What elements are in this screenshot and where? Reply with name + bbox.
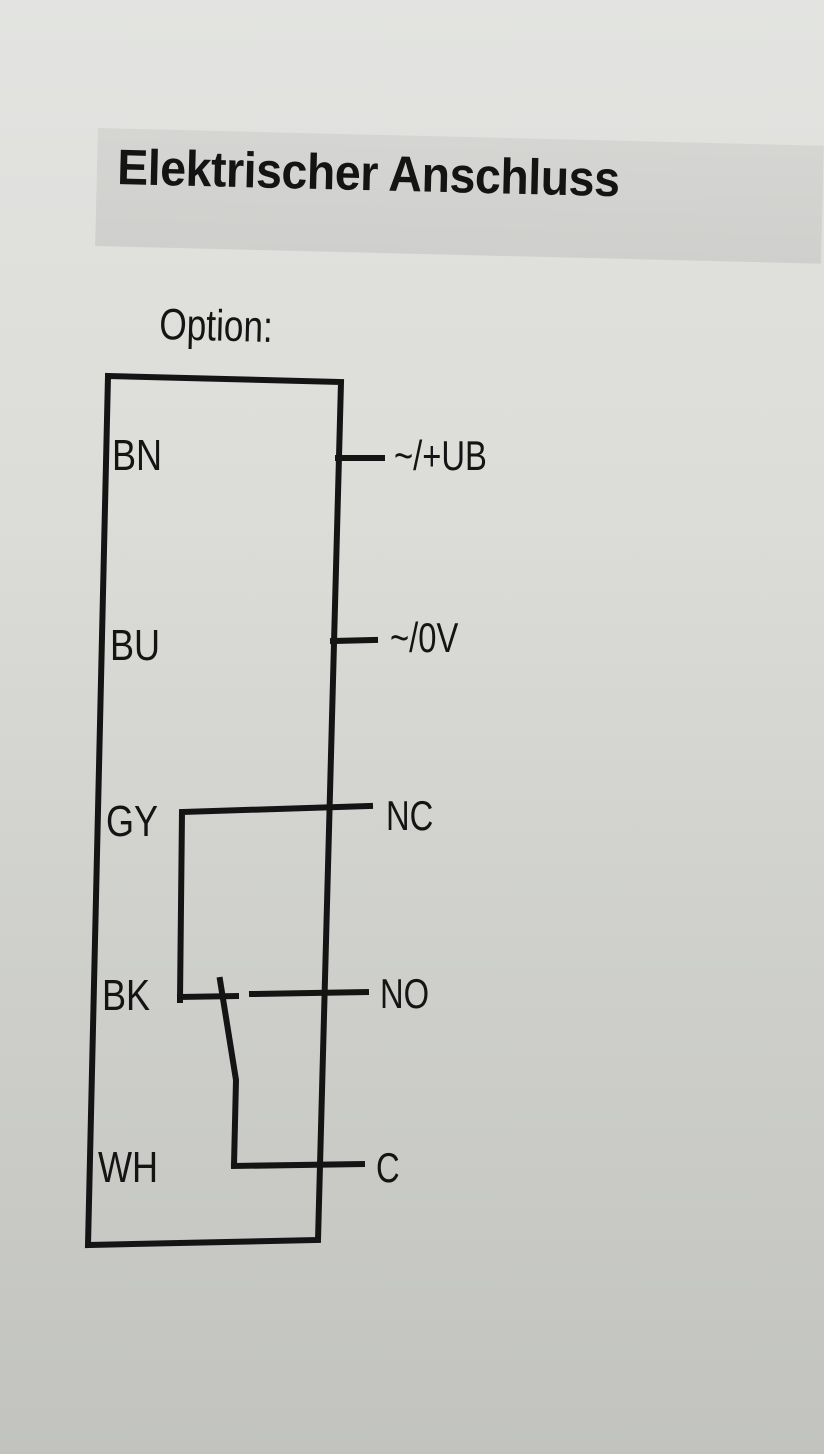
wire-code-bu: BU [110, 620, 161, 670]
terminal-label-0v: ~/0V [390, 614, 459, 661]
option-label: Option: [158, 300, 274, 352]
bk-contact-stub [180, 996, 236, 997]
terminal-label-no: NO [380, 970, 430, 1017]
wire-code-wh: WH [98, 1142, 159, 1192]
nc-contact-line [180, 806, 370, 1000]
terminal-label-c: C [376, 1144, 400, 1191]
no-contact-line [252, 992, 366, 994]
terminal-label-ub: ~/+UB [394, 432, 487, 479]
wire-code-gy: GY [106, 796, 159, 846]
section-title: Elektrischer Anschluss [116, 138, 621, 208]
switch-blade [220, 980, 236, 1165]
wire-code-bk: BK [102, 970, 151, 1020]
wire-code-bn: BN [112, 430, 163, 480]
common-line [234, 1164, 362, 1166]
bu-supply-lead [333, 640, 375, 641]
terminal-label-nc: NC [386, 792, 434, 839]
